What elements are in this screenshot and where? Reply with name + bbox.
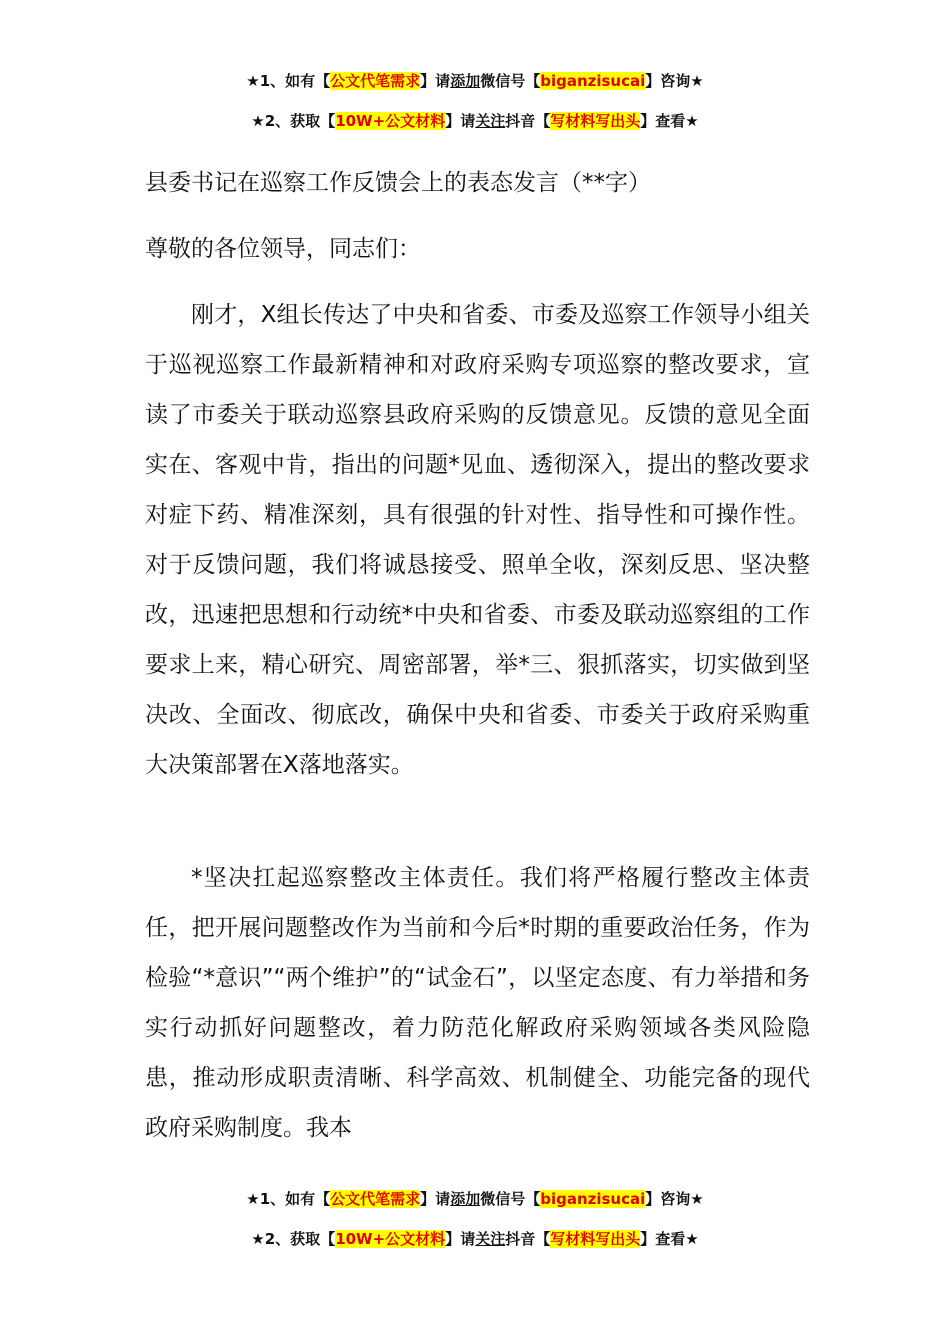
star-icon: ★ [246,1190,260,1208]
highlight-douyin-account: 写材料写出头 [550,1230,641,1248]
star-icon: ★ [251,1230,265,1248]
highlight-service: 公文代笔需求 [330,1190,421,1208]
highlight-wechat-id: biganzisucai [540,1190,646,1208]
highlight-service: 公文代笔需求 [330,72,421,90]
footer-banner-line-2: ★2、获取【10W+公文材料】请关注抖音【写材料写出头】查看★ [251,1230,699,1248]
paragraph-1: 刚才，X组长传达了中央和省委、市委及巡察工作领导小组关于巡视巡察工作最新精神和对政府采购专项巡察的整改要求，宣读了市委关于联动巡察县政府采购的反馈意见。反馈的意见全面实在、客观中肯，指出的问题*见血、透彻深入，提出的整改要求对症下药、精准深刻，具有很强的针对性、指导性和可操作性。对于反馈问题，我们将诚恳接受、照单全收，深刻反思、坚决整改，迅速把思想和行动统*中央和省委、市委及联动巡察组的工作要求上来，精心研究、周密部署，举*三、狠抓落实，切实做到坚决改、全面改、彻底改，确保中央和省委、市委关于政府采购重大决策部署在X落地落实。 [145,302,810,778]
document-title: 县委书记在巡察工作反馈会上的表态发言（**字） [145,170,651,196]
header-banner-line-1: ★1、如有【公文代笔需求】请添加微信号【biganzisucai】咨询★ [246,72,704,90]
paragraph-2: *坚决扛起巡察整改主体责任。我们将严格履行整改主体责任，把开展问题整改作为当前和今后*时期的重要政治任务，作为检验“*意识”“两个维护”的“试金石”，以坚定态度、有力举措和务实行动抓好问题整改，着力防范化解政府采购领域各类风险隐患，推动形成职责清晰、科学高效、机制健全、功能完备的现代政府采购制度。我本 [145,865,810,1141]
header-banner-line-2: ★2、获取【10W+公文材料】请关注抖音【写材料写出头】查看★ [251,112,699,130]
greeting: 尊敬的各位领导，同志们： [145,236,421,262]
highlight-douyin-account: 写材料写出头 [550,112,641,130]
star-icon: ★ [251,112,265,130]
highlight-wechat-id: biganzisucai [540,72,646,90]
highlight-materials: 10W+公文材料 [335,112,446,130]
highlight-materials: 10W+公文材料 [335,1230,446,1248]
star-icon: ★ [246,72,260,90]
footer-banner-line-1: ★1、如有【公文代笔需求】请添加微信号【biganzisucai】咨询★ [246,1190,704,1208]
